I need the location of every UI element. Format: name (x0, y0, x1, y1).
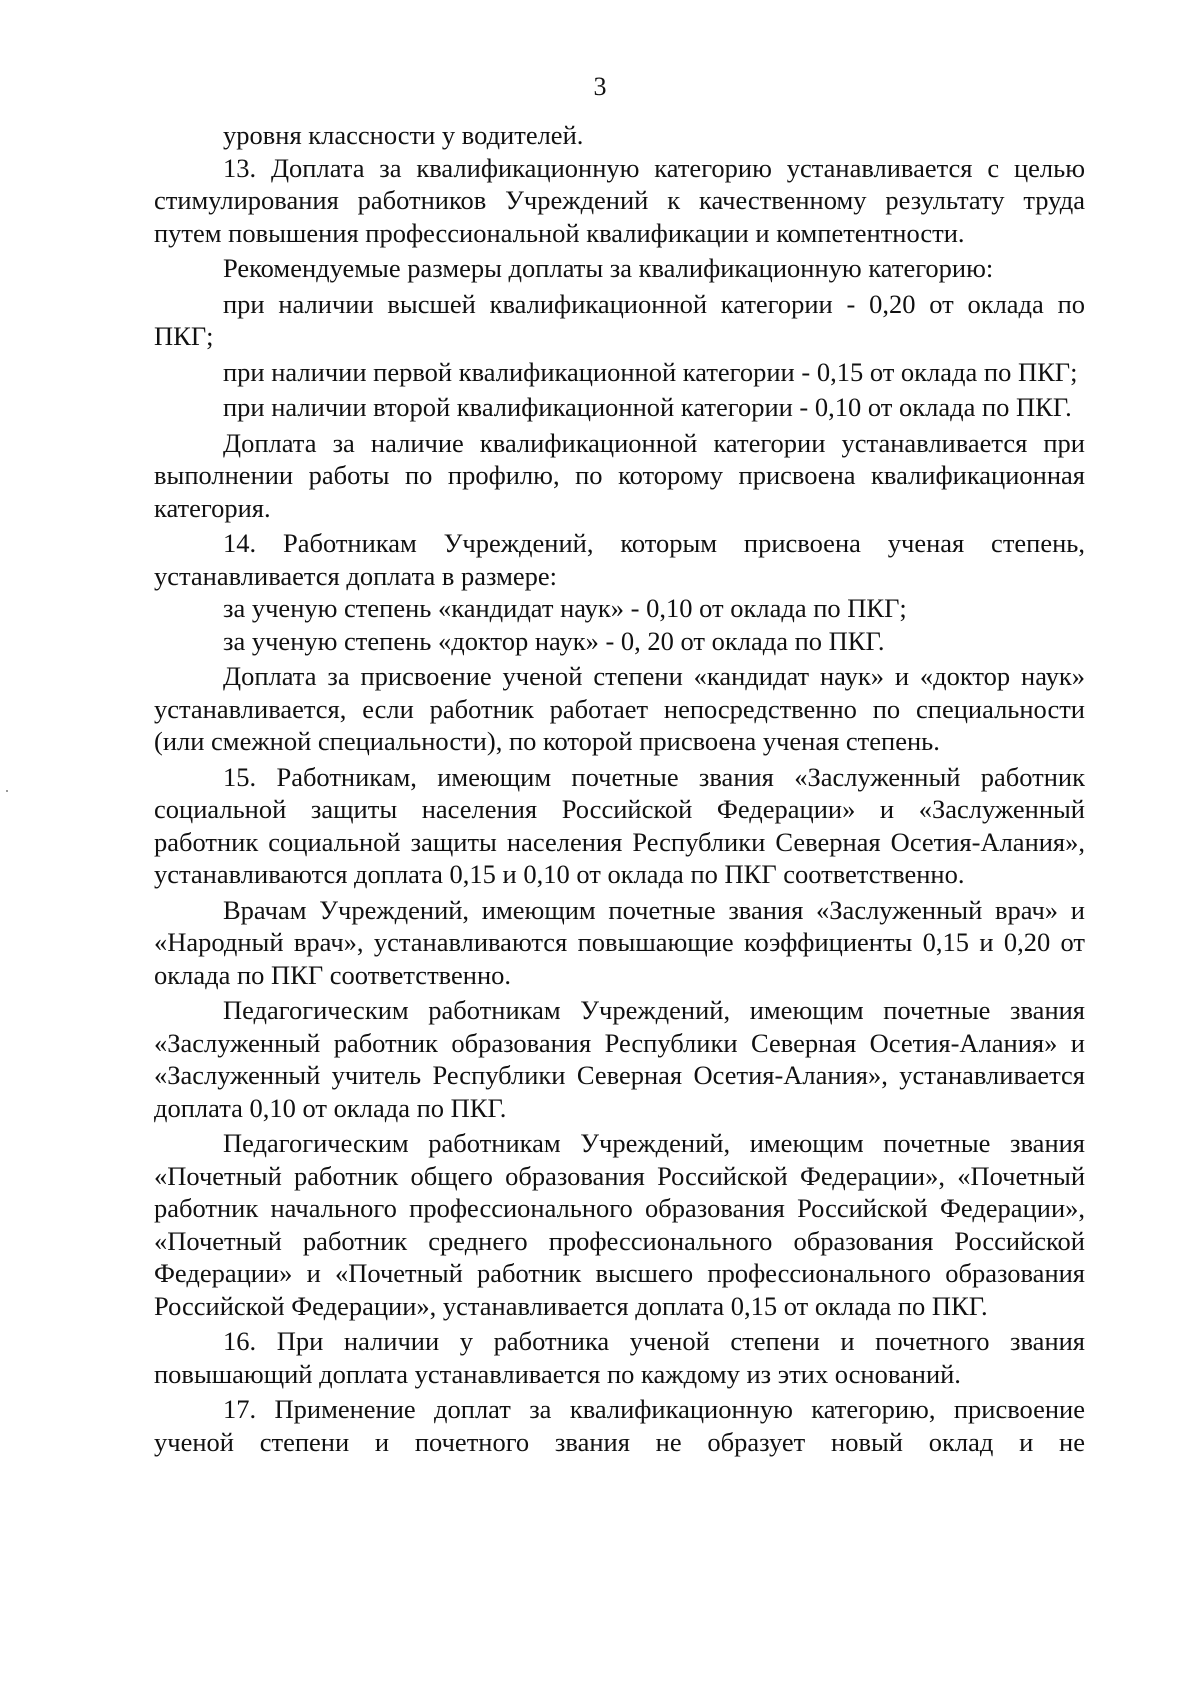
paragraph-item-14: 14. Работникам Учреждений, которым присвоена ученая степень, устанавливается доплата в размере: (154, 528, 1085, 591)
document-body (154, 119, 1085, 1458)
paragraph-degree-condition: Доплата за присвоение ученой степени «кандидат наук» и «доктор наук» устанавливается, если работник работает непосредственно по специальности (или смежной специальности), по которой присвоена ученая степень. (154, 661, 1085, 756)
scan-mark (6, 790, 8, 792)
paragraph-highest-category: при наличии высшей квалификационной категории - 0,20 от оклада по ПКГ; (154, 288, 1085, 351)
paragraph-candidate-degree: за ученую степень «кандидат наук» - 0,10 от оклада по ПКГ; (223, 593, 907, 623)
page-number: 3 (593, 72, 607, 101)
paragraph-doctors-titles: Врачам Учреждений, имеющим почетные звания «Заслуженный врач» и «Народный врач», устанавливаются повышающие коэффициенты 0,15 и 0,20 от оклада по ПКГ соответственно. (154, 894, 1085, 990)
paragraph-item-13: 13. Доплата за квалификационную категорию устанавливается с целью стимулирования работников Учреждений к качественному результату труда путем повышения профессиональной квалификации и компетентности. (154, 152, 1085, 248)
paragraph-recommended-sizes: Рекомендуемые размеры доплаты за квалификационную категорию: (223, 253, 994, 283)
paragraph-teachers-rso-titles: Педагогическим работникам Учреждений, имеющим почетные звания «Заслуженный работник образования Республики Северная Осетия-Алания» и «Заслуженный учитель Республики Северная Осетия-Алания», устанавливается доплата 0,10 от оклада по ПКГ. (154, 995, 1085, 1123)
paragraph-category-profile: Доплата за наличие квалификационной категории устанавливается при выполнении работы по профилю, по которому присвоена квалификационная категория. (154, 427, 1085, 523)
paragraph-doctor-degree: за ученую степень «доктор наук» - 0, 20 от оклада по ПКГ. (223, 625, 885, 656)
paragraph-item-16: 16. При наличии у работника ученой степени и почетного звания повышающий доплата устанавливается по каждому из этих оснований. (154, 1326, 1085, 1389)
paragraph-item-17: 17. Применение доплат за квалификационную категорию, присвоение ученой степени и почетного звания не образует новый оклад и не (154, 1394, 1085, 1457)
paragraph-teachers-rf-titles: Педагогическим работникам Учреждений, имеющим почетные звания «Почетный работник общего образования Российской Федерации», «Почетный работник начального профессионального образования Российской Федерации», «Почетный работник среднего профессионального образования Российской Федерации» и «Почетный работник высшего профессионального образования Российской Федерации», устанавливается доплата 0,15 от оклада по ПКГ. (154, 1128, 1085, 1321)
paragraph-item-15: 15. Работникам, имеющим почетные звания «Заслуженный работник социальной защиты населения Российской Федерации» и «Заслуженный работник социальной защиты населения Республики Северная Осетия-Алания», устанавливаются доплата 0,15 и 0,10 от оклада по ПКГ соответственно. (154, 761, 1085, 889)
paragraph-second-category: при наличии второй квалификационной категории - 0,10 от оклада по ПКГ. (223, 392, 1072, 422)
paragraph-first-category: при наличии первой квалификационной категории - 0,15 от оклада по ПКГ; (223, 356, 1078, 387)
paragraph-continuation: уровня классности у водителей. (223, 120, 584, 150)
